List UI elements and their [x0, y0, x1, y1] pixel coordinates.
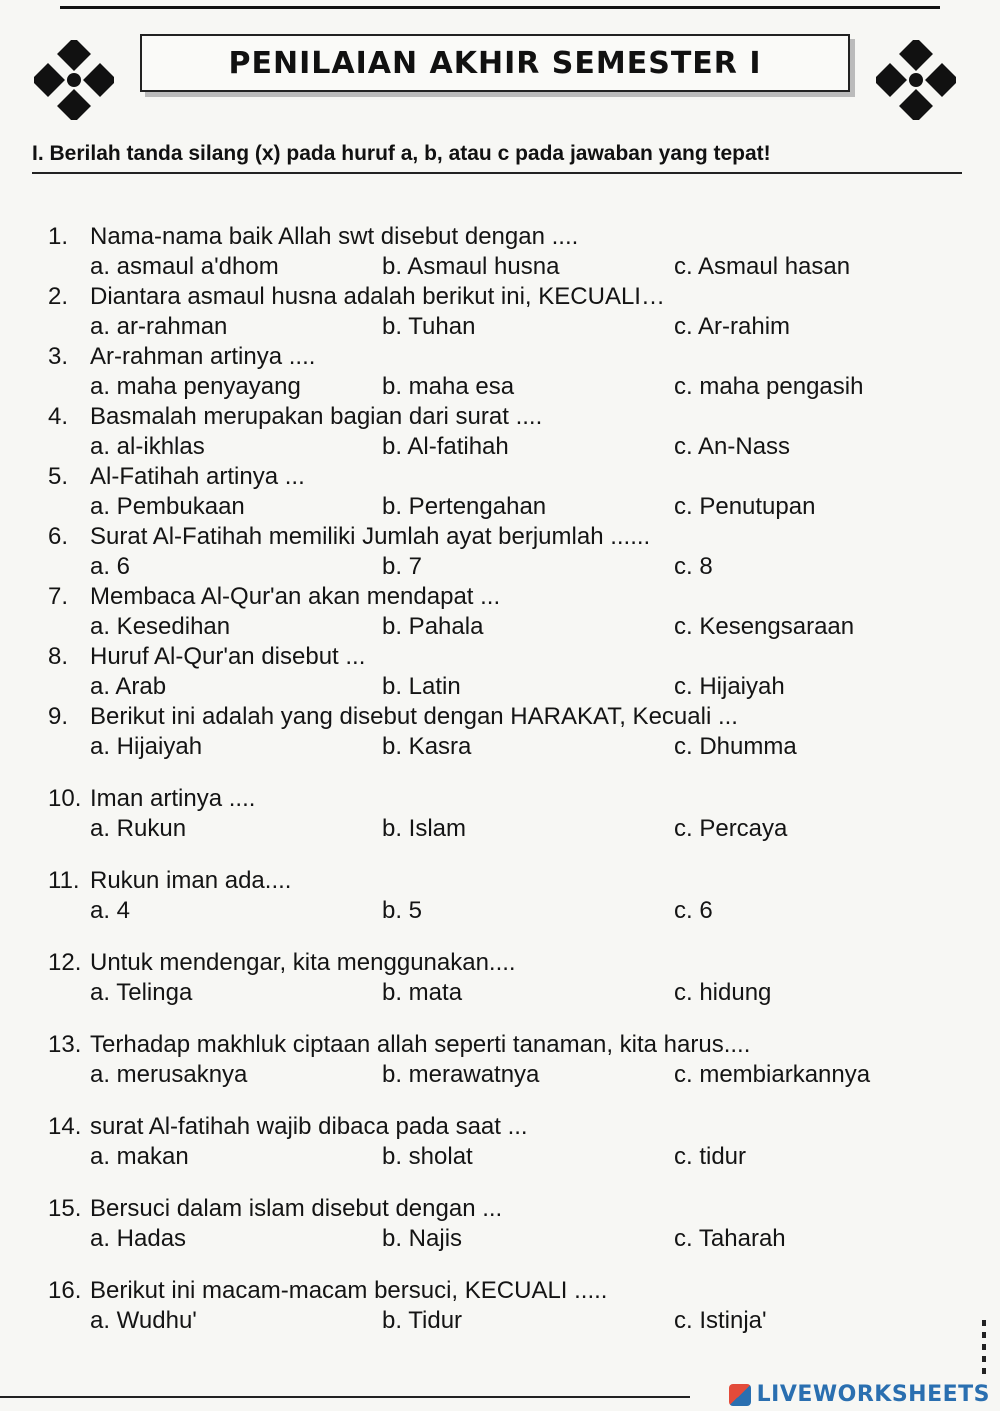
option-b[interactable]: b. 5	[382, 897, 423, 924]
liveworksheets-logo-icon	[729, 1384, 751, 1406]
page-title: PENILAIAN AKHIR SEMESTER I	[228, 45, 762, 81]
question-text: Iman artinya ....	[90, 785, 256, 812]
question-text: Terhadap makhluk ciptaan allah seperti tanaman, kita harus....	[90, 1031, 751, 1058]
question-text: Rukun iman ada....	[90, 867, 292, 894]
option-b[interactable]: b. Tidur	[382, 1307, 463, 1334]
question-8	[48, 642, 948, 702]
question-number: 2.	[48, 283, 69, 310]
option-a[interactable]: a. maha penyayang	[90, 373, 301, 400]
question-number: 9.	[48, 703, 69, 730]
question-number: 3.	[48, 343, 69, 370]
question-11	[48, 866, 948, 926]
question-12	[48, 948, 948, 1008]
diamond-ornament-icon	[34, 40, 114, 120]
title-box	[140, 34, 850, 92]
question-4	[48, 402, 948, 462]
diamond-ornament-icon	[876, 40, 956, 120]
option-b[interactable]: b. Pertengahan	[382, 493, 547, 520]
question-text: Nama-nama baik Allah swt disebut dengan ....	[90, 223, 579, 250]
option-b[interactable]: b. 7	[382, 553, 423, 580]
question-text: Diantara asmaul husna adalah berikut ini, KECUALI…	[90, 283, 665, 310]
question-number: 15.	[48, 1195, 82, 1222]
option-c[interactable]: c. Kesengsaraan	[674, 613, 855, 640]
option-a[interactable]: a. Rukun	[90, 815, 187, 842]
option-c[interactable]: c. membiarkannya	[674, 1061, 871, 1088]
question-text: Al-Fatihah artinya ...	[90, 463, 305, 490]
question-number: 5.	[48, 463, 69, 490]
question-3	[48, 342, 948, 402]
option-a[interactable]: a. Arab	[90, 673, 167, 700]
option-c[interactable]: c. maha pengasih	[674, 373, 864, 400]
question-5	[48, 462, 948, 522]
bottom-rule	[0, 1396, 690, 1398]
question-list	[48, 222, 948, 1336]
option-b[interactable]: b. Pahala	[382, 613, 484, 640]
question-text: Membaca Al-Qur'an akan mendapat ...	[90, 583, 501, 610]
margin-marks	[982, 1320, 986, 1380]
option-a[interactable]: a. Hijaiyah	[90, 733, 203, 760]
option-b[interactable]: b. Latin	[382, 673, 461, 700]
question-number: 14.	[48, 1113, 82, 1140]
question-9	[48, 702, 948, 762]
option-a[interactable]: a. makan	[90, 1143, 189, 1170]
question-7	[48, 582, 948, 642]
question-number: 8.	[48, 643, 69, 670]
question-14	[48, 1112, 948, 1172]
question-number: 1.	[48, 223, 69, 250]
option-b[interactable]: b. maha esa	[382, 373, 515, 400]
option-b[interactable]: b. Islam	[382, 815, 467, 842]
option-a[interactable]: a. merusaknya	[90, 1061, 248, 1088]
option-c[interactable]: c. 8	[674, 553, 713, 580]
option-a[interactable]: a. asmaul a'dhom	[90, 253, 279, 280]
option-b[interactable]: b. merawatnya	[382, 1061, 540, 1088]
option-b[interactable]: b. Kasra	[382, 733, 472, 760]
question-text: Ar-rahman artinya ....	[90, 343, 316, 370]
question-number: 10.	[48, 785, 82, 812]
option-c[interactable]: c. Hijaiyah	[674, 673, 785, 700]
option-c[interactable]: c. tidur	[674, 1143, 747, 1170]
option-a[interactable]: a. Hadas	[90, 1225, 187, 1252]
option-a[interactable]: a. Pembukaan	[90, 493, 245, 520]
option-c[interactable]: c. An-Nass	[674, 433, 791, 460]
option-c[interactable]: c. Ar-rahim	[674, 313, 791, 340]
question-number: 12.	[48, 949, 82, 976]
question-10	[48, 784, 948, 844]
question-text: Berikut ini macam-macam bersuci, KECUALI .....	[90, 1277, 608, 1304]
option-b[interactable]: b. Tuhan	[382, 313, 476, 340]
question-text: Berikut ini adalah yang disebut dengan HARAKAT, Kecuali ...	[90, 703, 738, 730]
question-15	[48, 1194, 948, 1254]
question-number: 11.	[48, 867, 80, 894]
option-c[interactable]: c. Dhumma	[674, 733, 797, 760]
question-6	[48, 522, 948, 582]
option-b[interactable]: b. Najis	[382, 1225, 463, 1252]
option-c[interactable]: c. Penutupan	[674, 493, 816, 520]
option-b[interactable]: b. mata	[382, 979, 463, 1006]
question-text: Basmalah merupakan bagian dari surat ....	[90, 403, 543, 430]
question-13	[48, 1030, 948, 1090]
option-c[interactable]: c. hidung	[674, 979, 772, 1006]
top-rule	[60, 6, 940, 9]
option-a[interactable]: a. Wudhu'	[90, 1307, 197, 1334]
option-a[interactable]: a. Telinga	[90, 979, 193, 1006]
option-c[interactable]: c. 6	[674, 897, 713, 924]
question-text: Bersuci dalam islam disebut dengan ...	[90, 1195, 503, 1222]
option-c[interactable]: c. Asmaul hasan	[674, 253, 851, 280]
question-number: 7.	[48, 583, 69, 610]
option-c[interactable]: c. Percaya	[674, 815, 788, 842]
watermark-text: LIVEWORKSHEETS	[756, 1382, 990, 1407]
question-text: Huruf Al-Qur'an disebut ...	[90, 643, 366, 670]
question-number: 4.	[48, 403, 69, 430]
question-number: 6.	[48, 523, 69, 550]
question-2	[48, 282, 948, 342]
option-c[interactable]: c. Taharah	[674, 1225, 786, 1252]
question-text: Untuk mendengar, kita menggunakan....	[90, 949, 516, 976]
option-b[interactable]: b. Asmaul husna	[382, 253, 560, 280]
option-a[interactable]: a. Kesedihan	[90, 613, 231, 640]
option-a[interactable]: a. al-ikhlas	[90, 433, 205, 460]
question-number: 16.	[48, 1277, 82, 1304]
watermark	[729, 1382, 990, 1407]
option-b[interactable]: b. sholat	[382, 1143, 473, 1170]
option-a[interactable]: a. 6	[90, 553, 131, 580]
option-a[interactable]: a. ar-rahman	[90, 313, 228, 340]
instruction: I. Berilah tanda silang (x) pada huruf a, b, atau c pada jawaban yang tepat!	[32, 142, 962, 174]
option-b[interactable]: b. Al-fatihah	[382, 433, 509, 460]
question-1	[48, 222, 948, 282]
question-number: 13.	[48, 1031, 82, 1058]
option-a[interactable]: a. 4	[90, 897, 131, 924]
option-c[interactable]: c. Istinja'	[674, 1307, 767, 1334]
question-text: Surat Al-Fatihah memiliki Jumlah ayat berjumlah ......	[90, 523, 651, 550]
question-16	[48, 1276, 948, 1336]
question-text: surat Al-fatihah wajib dibaca pada saat ...	[90, 1113, 528, 1140]
